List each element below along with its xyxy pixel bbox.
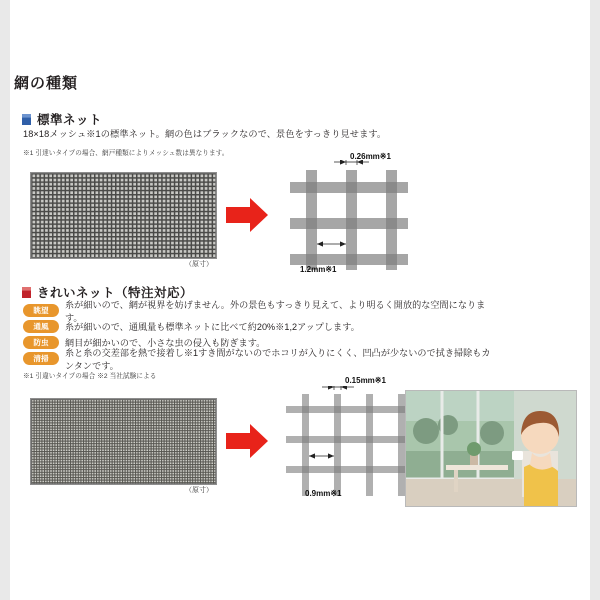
kirei-net-sample-image — [30, 398, 217, 485]
feature-text: 糸と糸の交差部を熱で接着し※1すき間がないのでホコリが入りにくく、凹凸が少ないので拭き掃除もカンタンです。 — [65, 347, 491, 371]
red-square-marker-icon — [22, 287, 31, 298]
section2-wire-thickness-label: 0.15mm※1 — [345, 376, 386, 385]
list-item — [23, 347, 493, 371]
mesh-pattern-standard — [31, 173, 216, 258]
feature-tag: 通風 — [23, 320, 59, 333]
section1-note: ※1 引達いタイプの場合、網戸種類によりメッシュ数は異なります。 — [23, 150, 229, 157]
feature-list — [23, 299, 493, 371]
feature-text: 網目が細かいので、小さな虫の侵入も防ぎます。 — [65, 338, 266, 348]
standard-net-sample-image — [30, 172, 217, 259]
section1-pitch-label: 1.2mm※1 — [300, 265, 337, 274]
standard-net-dimension-diagram — [272, 160, 432, 270]
section2-note: ※1 引違いタイプの場合 ※2 当社試験による — [23, 373, 157, 380]
mesh-pattern-kirei — [31, 399, 216, 484]
feature-tag: 防虫 — [23, 336, 59, 349]
red-right-arrow-icon — [226, 424, 268, 458]
feature-tag: 眺望 — [23, 304, 59, 317]
list-item — [23, 299, 493, 323]
section-heading-standard-net — [22, 110, 102, 128]
section1-description: 18×18メッシュ※1の標準ネット。網の色はブラックなので、景色をすっきり見せます。 — [23, 129, 387, 139]
blue-square-marker-icon — [22, 114, 31, 125]
page-edge-right — [590, 0, 600, 600]
page-edge-left — [0, 0, 10, 600]
section2-pitch-label: 0.9mm※1 — [305, 489, 342, 498]
section2-heading-label: きれいネット（特注対応） — [37, 286, 194, 300]
feature-tag: 清掃 — [23, 352, 59, 365]
room-scene-illustration — [406, 391, 576, 506]
feature-text: 糸が細いので、網が視界を妨げません。外の景色もすっきり見えて、より明るく開放的な空間になります。 — [65, 299, 486, 323]
section2-sample-caption: （原寸） — [185, 487, 213, 494]
red-right-arrow-icon — [226, 198, 268, 232]
page-title: 網の種類 — [14, 75, 79, 92]
section1-wire-thickness-label: 0.26mm※1 — [350, 152, 391, 161]
section1-sample-caption: （原寸） — [185, 261, 213, 268]
room-scene-photo — [405, 390, 577, 507]
section1-heading-label: 標準ネット — [37, 113, 103, 127]
feature-text: 糸が細いので、通風量も標準ネットに比べて約20%※1,2アップします。 — [65, 322, 360, 332]
